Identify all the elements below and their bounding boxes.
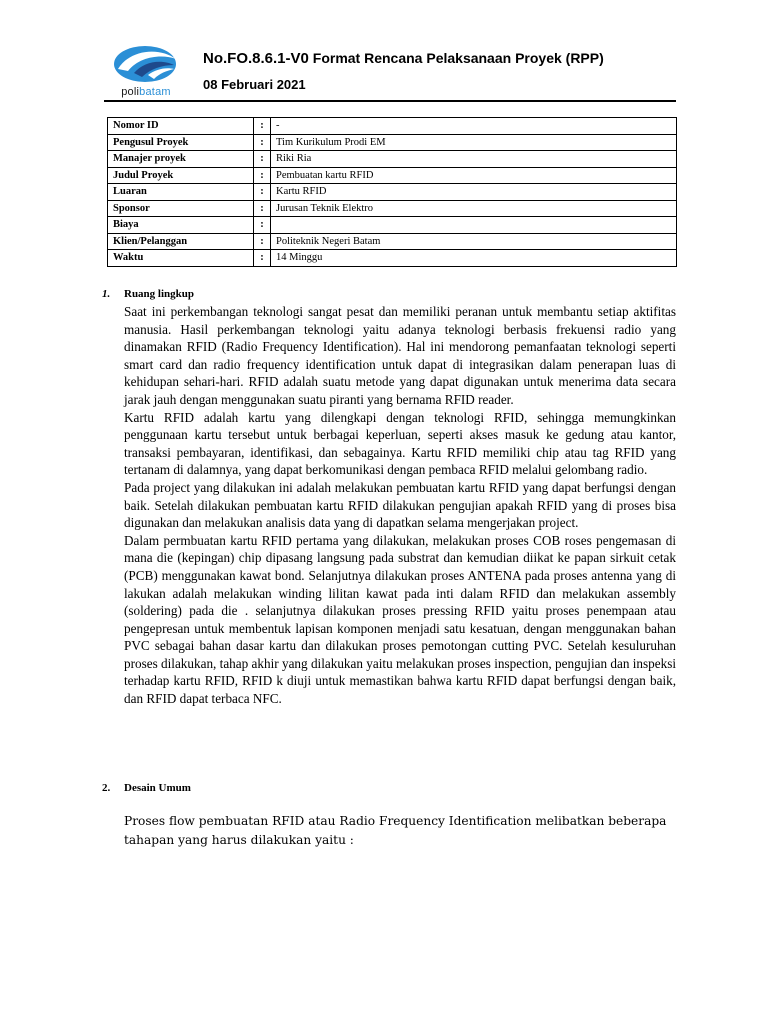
- info-row: [108, 217, 677, 234]
- info-row: [108, 184, 677, 201]
- info-label: Sponsor: [108, 200, 254, 217]
- document-date: 08 Februari 2021: [203, 77, 306, 92]
- info-separator: :: [254, 118, 271, 135]
- polibatam-logo: [104, 45, 186, 101]
- logo-text-poli: poli: [121, 86, 140, 98]
- info-value: Kartu RFID: [271, 184, 677, 201]
- info-row: [108, 151, 677, 168]
- project-info-table: [107, 117, 677, 267]
- info-value: Jurusan Teknik Elektro: [271, 200, 677, 217]
- info-separator: :: [254, 167, 271, 184]
- info-value: [271, 217, 677, 234]
- info-value: 14 Minggu: [271, 250, 677, 267]
- info-label: Klien/Pelanggan: [108, 233, 254, 250]
- info-value: -: [271, 118, 677, 135]
- logo-wordmark: [106, 86, 186, 98]
- info-label: Nomor ID: [108, 118, 254, 135]
- document-title: [203, 50, 604, 67]
- info-separator: :: [254, 151, 271, 168]
- section-1-title: Ruang lingkup: [124, 288, 195, 300]
- section-2-body: Proses flow pembuatan RFID atau Radio Frequency Identification melibatkan beberapa tahapan yang harus dilakukan yaitu :: [124, 814, 667, 847]
- header-divider: [104, 100, 676, 102]
- section-2-title: Desain Umum: [124, 782, 191, 794]
- info-label: Luaran: [108, 184, 254, 201]
- info-row: [108, 118, 677, 135]
- info-row: [108, 167, 677, 184]
- logo-text-batam: batam: [139, 86, 171, 98]
- info-label: Waktu: [108, 250, 254, 267]
- section-1-paragraph: Pada project yang dilakukan ini adalah melakukan pembuatan kartu RFID yang dapat berfungsi dengan baik. Setelah dilakukan pembuatan kartu RFID dilakukan pengujian apakah RFID yang di proses bisa digunakan dan melakukan analisis data yang di dapatkan selama mengerjakan project.: [124, 479, 676, 531]
- document-header: [104, 40, 676, 100]
- section-1-paragraph: Dalam permbuatan kartu RFID pertama yang dilakukan, melakukan proses COB roses pengemasan di mana die (kepingan) chip dipasang langsung pada substrat dan kemudian diikat ke papan sirkuit cetak (PCB) menggunakan kawat bond. Selanjutnya dilakukan proses ANTENA pada proses antenna yang di lakukan adalah melakukan winding lilitan kawat pada inti dalam RFID dan melakukan assembly (soldering) pada die . selanjutnya dilakukan proses pressing RFID yaitu proses penempaan atau pengepresan untuk membentuk lapisan komponen menjadi satu kesatuan, dengan menggunakan bahan PVC sebagai bahan dasar kartu dan dilakukan proses pemotongan cutting PVC. Setelah kesuluruhan proses dilakukan, tahap akhir yang dilakukan yaitu melakukan proses inspection, pengujian dan inspeksi terhadap kartu RFID, RFID k diuji untuk memastikan bahwa kartu RFID dapat berfungsi dengan baik, dan RFID dapat terbaca NFC.: [124, 532, 676, 707]
- info-separator: :: [254, 233, 271, 250]
- polibatam-swoosh-icon: [104, 45, 186, 87]
- document-title-text: Format Rencana Pelaksanaan Proyek (RPP): [312, 50, 604, 66]
- info-row: [108, 200, 677, 217]
- info-row: [108, 134, 677, 151]
- section-1-number: 1.: [102, 288, 111, 300]
- section-2-number: 2.: [102, 782, 111, 794]
- info-value: Politeknik Negeri Batam: [271, 233, 677, 250]
- info-label: Judul Proyek: [108, 167, 254, 184]
- info-separator: :: [254, 250, 271, 267]
- info-label: Manajer proyek: [108, 151, 254, 168]
- info-value: Pembuatan kartu RFID: [271, 167, 677, 184]
- section-1-body: [124, 303, 676, 708]
- info-separator: :: [254, 200, 271, 217]
- info-label: Biaya: [108, 217, 254, 234]
- info-separator: :: [254, 134, 271, 151]
- info-separator: :: [254, 217, 271, 234]
- info-value: Riki Ria: [271, 151, 677, 168]
- section-1-paragraph: Saat ini perkembangan teknologi sangat pesat dan memiliki peranan untuk membantu setiap aktifitas manusia. Hasil perkembangan teknologi yaitu adanya teknologi berbasis frekuensi radio yang dinamakan RFID (Radio Frequency Identification). Hal ini mendorong pemanfaatan teknologi seperti smart card dan radio frequency identification untuk dapat di integrasikan dalam penerapan luas di kehidupan sehari-hari. RFID adalah suatu metode yang dapat digunakan untuk menerima data secara jarak jauh dengan menggunakan suatu piranti yang bernama RFID reader.: [124, 304, 676, 407]
- info-separator: :: [254, 184, 271, 201]
- section-1-paragraph: Kartu RFID adalah kartu yang dilengkapi dengan teknologi RFID, sehingga memungkinkan penggunaan kartu tersebut untuk berbagai keperluan, seperti akses masuk ke gedung atau kantor, transaksi pembayaran, identifikasi, dan sebagainya. Kartu RFID memiliki chip atau tag RFID yang tertanam di dalamnya, yang dapat berkomunikasi dengan pembaca RFID melalui gelombang radio.: [124, 409, 676, 478]
- document-code: No.FO.8.6.1-V0: [203, 50, 309, 67]
- info-label: Pengusul Proyek: [108, 134, 254, 151]
- info-row: [108, 233, 677, 250]
- info-value: Tim Kurikulum Prodi EM: [271, 134, 677, 151]
- info-row: [108, 250, 677, 267]
